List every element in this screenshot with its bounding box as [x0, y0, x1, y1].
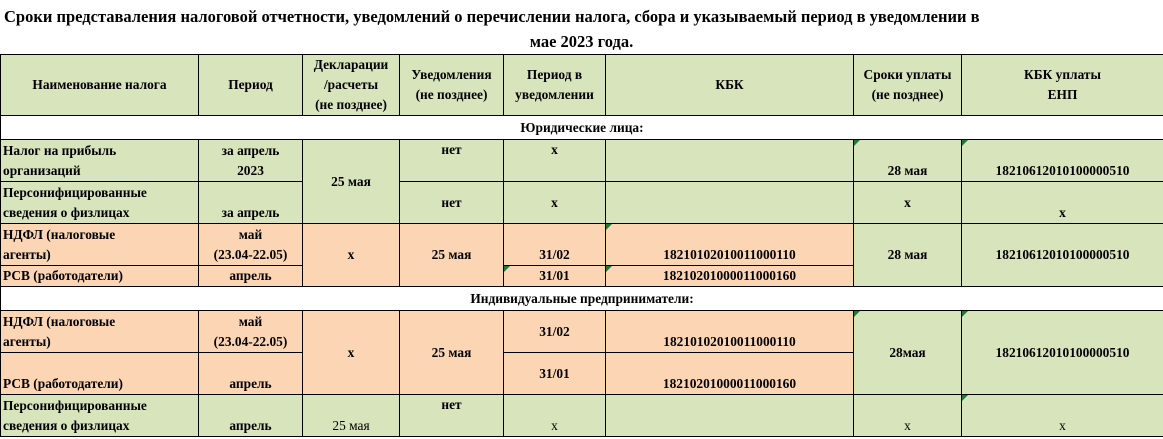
period-cell	[199, 224, 303, 266]
pay-deadline-cell: х	[854, 395, 962, 437]
header-notifications	[400, 55, 504, 116]
period-line2: (23.04-22.05)	[213, 246, 288, 262]
period-cell: апрель	[199, 353, 303, 395]
header-name	[1, 55, 199, 116]
tax-name-cell	[1, 311, 199, 353]
tax-name-line2: сведения о физлицах	[3, 204, 130, 220]
tax-name-cell	[1, 224, 199, 266]
period-cell	[199, 311, 303, 353]
header-period	[199, 55, 303, 116]
pay-deadline-cell: 28 мая	[854, 224, 962, 287]
header-decl-line2: /расчеты	[323, 77, 379, 92]
period-line2: (23.04-22.05)	[213, 333, 288, 349]
header-enp-kbk	[962, 55, 1163, 116]
header-decl-line1: Декларации	[313, 57, 389, 72]
enp-kbk-cell: 18210612010100000510	[962, 140, 1163, 182]
title-line-1: Сроки представаления налоговой отчетности, уведомлений о перечислении налога, сбора и указываемый период в уведомлении в	[4, 7, 980, 26]
title-line-2: мае 2023 года.	[529, 32, 634, 51]
notification-deadline-cell: нет	[400, 140, 504, 182]
enp-kbk-cell: 18210612010100000510	[962, 311, 1163, 395]
section-row-ip	[1, 287, 1163, 311]
declaration-deadline-cell: х	[303, 311, 400, 395]
pay-deadline-cell: 28 мая	[854, 140, 962, 182]
notification-period-cell: х	[504, 395, 606, 437]
header-pay-line1: Сроки уплаты	[863, 67, 952, 82]
period-cell: апрель	[199, 266, 303, 287]
header-nperiod-line2: уведомлении	[515, 87, 594, 102]
kbk-cell: 18210201000011000160	[606, 266, 854, 287]
period-cell: апрель	[199, 395, 303, 437]
notification-deadline-cell: 25 мая	[400, 311, 504, 395]
tax-name-cell	[1, 182, 199, 224]
declaration-deadline-cell: х	[303, 224, 400, 287]
tax-name-cell: РСВ (работодатели)	[1, 266, 199, 287]
pay-deadline-cell: х	[854, 182, 962, 224]
tax-name-line1: Персонифицированные	[3, 184, 147, 200]
header-pay-line2: (не позднее)	[871, 87, 944, 102]
enp-kbk-cell: х	[962, 395, 1163, 437]
period-cell: за апрель	[199, 182, 303, 224]
tax-name-line1: НДФЛ (налоговые	[3, 226, 116, 242]
kbk-cell	[606, 395, 854, 437]
period-line2: 2023	[237, 162, 264, 178]
notification-period-cell: х	[504, 182, 606, 224]
period-line1: май	[238, 313, 263, 329]
tax-name-line1: Налог на прибыль	[3, 142, 117, 158]
notification-deadline-cell: 25 мая	[400, 224, 504, 287]
tax-name-line2: организаций	[3, 162, 81, 178]
pay-deadline-cell: 28мая	[854, 311, 962, 395]
notification-deadline-cell: нет	[400, 395, 504, 437]
tax-deadlines-table	[0, 54, 1163, 437]
header-enp-line2: ЕНП	[1047, 87, 1078, 102]
notification-period-cell: 31/02	[504, 311, 606, 353]
header-notif-period	[504, 55, 606, 116]
header-enp-line1: КБК уплаты	[1024, 67, 1101, 82]
header-row	[1, 55, 1163, 116]
period-cell	[199, 140, 303, 182]
header-period-text: Период	[228, 77, 273, 92]
header-decl-line3: (не позднее)	[315, 97, 387, 112]
notification-period-cell: х	[504, 140, 606, 182]
kbk-cell	[606, 140, 854, 182]
tax-name-line2: агенты)	[3, 333, 51, 349]
header-name-text: Наименование налога	[32, 77, 167, 92]
tax-name-line1: Персонифицированные	[3, 397, 147, 413]
period-line1: май	[238, 226, 263, 242]
kbk-cell: 18210201000011000160	[606, 353, 854, 395]
kbk-cell: 18210102010011000110	[606, 224, 854, 266]
declaration-deadline-cell: 25 мая	[303, 140, 400, 224]
kbk-cell	[606, 182, 854, 224]
table-row	[1, 224, 1163, 266]
section-row-legal	[1, 116, 1163, 140]
header-pay-deadline	[854, 55, 962, 116]
tax-name-line1: НДФЛ (налоговые	[3, 313, 116, 329]
header-notif-line1: Уведомления	[411, 67, 492, 82]
notification-period-cell: 31/01	[504, 266, 606, 287]
section-individual-entrepreneurs: Индивидуальные предприниматели:	[1, 287, 1163, 311]
period-line1: за апрель	[221, 142, 280, 158]
table-row	[1, 182, 1163, 224]
tax-name-cell: РСВ (работодатели)	[1, 353, 199, 395]
tax-name-cell	[1, 395, 199, 437]
table-row	[1, 395, 1163, 437]
notification-deadline-cell: нет	[400, 182, 504, 224]
declaration-deadline-cell: 25 мая	[303, 395, 400, 437]
enp-kbk-cell: х	[962, 182, 1163, 224]
tax-name-cell	[1, 140, 199, 182]
notification-period-cell: 31/01	[504, 353, 606, 395]
header-declarations	[303, 55, 400, 116]
header-kbk	[606, 55, 854, 116]
header-notif-line2: (не позднее)	[415, 87, 488, 102]
header-kbk-text: КБК	[715, 77, 744, 92]
section-legal-entities: Юридические лица:	[1, 116, 1163, 140]
table-row	[1, 140, 1163, 182]
enp-kbk-cell: 18210612010100000510	[962, 224, 1163, 287]
notification-period-cell: 31/02	[504, 224, 606, 266]
table-row	[1, 311, 1163, 353]
kbk-cell: 18210102010011000110	[606, 311, 854, 353]
header-nperiod-line1: Период в	[526, 67, 583, 82]
tax-name-line2: сведения о физлицах	[3, 417, 130, 433]
tax-name-line2: агенты)	[3, 246, 51, 262]
